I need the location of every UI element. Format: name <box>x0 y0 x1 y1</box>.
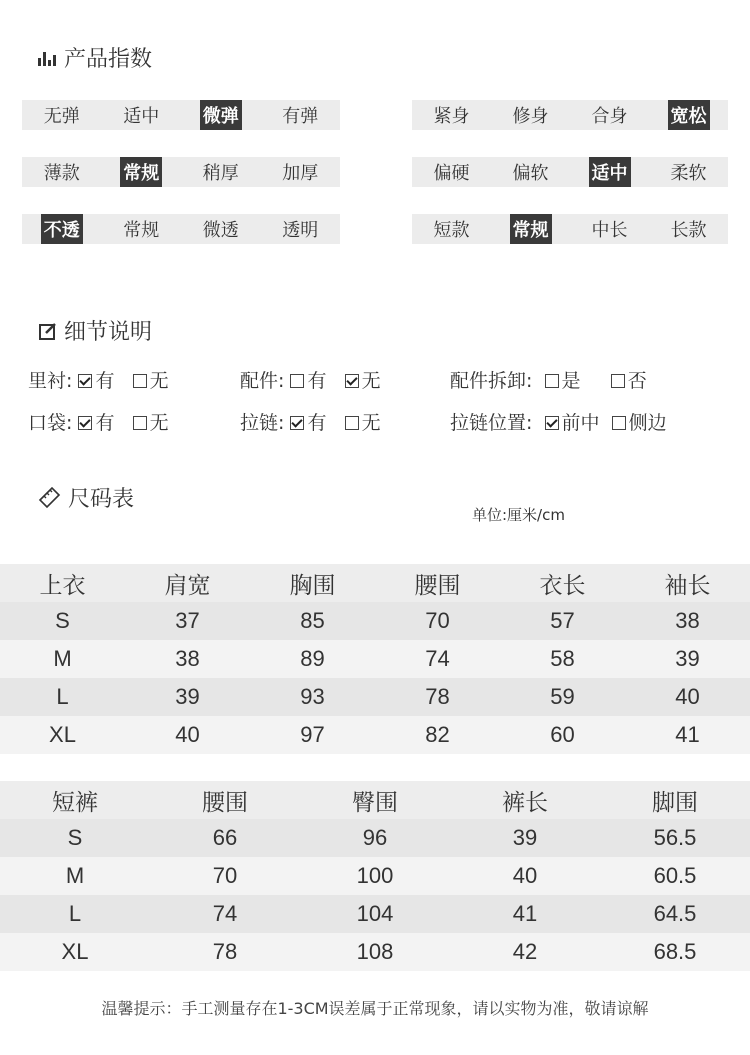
table-cell: XL <box>0 716 125 754</box>
table-cell: 104 <box>300 895 450 933</box>
index-option <box>570 214 649 244</box>
pocket-no-checkbox[interactable] <box>133 416 147 430</box>
table-cell: 78 <box>150 933 300 971</box>
accessory-yes-label: 有 <box>307 370 327 392</box>
index-option <box>261 214 341 244</box>
table-cell: 38 <box>625 602 750 640</box>
lining-label: 里衬: <box>28 370 73 392</box>
table-cell: 41 <box>450 895 600 933</box>
table-cell: 89 <box>250 640 375 678</box>
index-option <box>491 157 570 187</box>
index-option <box>649 214 728 244</box>
table-header-cell: 袖长 <box>625 564 750 602</box>
index-row <box>22 214 340 244</box>
table-cell: S <box>0 819 150 857</box>
table-header-cell: 脚围 <box>600 781 750 819</box>
table-header-cell: 腰围 <box>375 564 500 602</box>
table-cell: 60 <box>500 716 625 754</box>
accessory-no-label: 无 <box>361 370 381 392</box>
zipper-position-label: 拉链位置: <box>450 412 533 434</box>
index-row <box>412 214 728 244</box>
table-header-cell: 裤长 <box>450 781 600 819</box>
index-option <box>412 214 491 244</box>
table-header-cell: 胸围 <box>250 564 375 602</box>
table-row <box>0 933 750 971</box>
zipper-front-checkbox[interactable] <box>545 416 559 430</box>
index-option <box>22 157 102 187</box>
details-row-1c <box>450 366 647 393</box>
table-cell: 64.5 <box>600 895 750 933</box>
table-cell: 82 <box>375 716 500 754</box>
table-cell: 40 <box>125 716 250 754</box>
index-row <box>412 157 728 187</box>
zipper-side-checkbox[interactable] <box>612 416 626 430</box>
index-option <box>649 157 728 187</box>
index-option <box>181 100 261 130</box>
size-chart-heading <box>38 482 134 513</box>
table-header-row <box>0 564 750 602</box>
table-header-cell: 短裤 <box>0 781 150 819</box>
ruler-icon <box>38 487 62 509</box>
table-header-row <box>0 781 750 819</box>
index-option-label: 偏硬 <box>433 163 470 184</box>
zipper-yes-checkbox[interactable] <box>290 416 304 430</box>
table-cell: 59 <box>500 678 625 716</box>
index-option <box>261 157 341 187</box>
zipper-no-label: 无 <box>361 412 381 434</box>
index-option-label: 无弹 <box>43 106 80 127</box>
table-cell: 37 <box>125 602 250 640</box>
accessory-remove-label: 配件拆卸: <box>450 370 533 392</box>
table-cell: 41 <box>625 716 750 754</box>
index-option-label: 稍厚 <box>202 163 239 184</box>
index-option-selected: 常规 <box>120 157 162 187</box>
accessory-yes-checkbox[interactable] <box>290 374 304 388</box>
index-option <box>412 100 491 130</box>
bar-chart-icon <box>38 50 56 66</box>
table-cell: 66 <box>150 819 300 857</box>
index-option <box>102 100 182 130</box>
zipper-yes-label: 有 <box>307 412 327 434</box>
product-index-heading <box>38 42 152 73</box>
unit-label: 单位:厘米/cm <box>472 506 565 524</box>
table-cell: 85 <box>250 602 375 640</box>
table-cell: 108 <box>300 933 450 971</box>
details-heading <box>38 315 152 346</box>
index-option <box>102 214 182 244</box>
pocket-label: 口袋: <box>28 412 73 434</box>
table-cell: 58 <box>500 640 625 678</box>
lining-yes-label: 有 <box>95 370 115 392</box>
table-cell: 39 <box>450 819 600 857</box>
zipper-front-label: 前中 <box>561 412 600 434</box>
table-cell: 70 <box>375 602 500 640</box>
table-cell: 60.5 <box>600 857 750 895</box>
zipper-no-checkbox[interactable] <box>345 416 359 430</box>
lining-yes-checkbox[interactable] <box>78 374 92 388</box>
accessory-label: 配件: <box>240 370 285 392</box>
index-option-label: 合身 <box>591 106 628 127</box>
table-header-cell: 腰围 <box>150 781 300 819</box>
table-cell: 97 <box>250 716 375 754</box>
accessory-remove-no-label: 否 <box>627 370 647 392</box>
table-cell: 57 <box>500 602 625 640</box>
index-option <box>570 100 649 130</box>
table-row <box>0 640 750 678</box>
table-row <box>0 857 750 895</box>
index-option <box>102 157 182 187</box>
accessory-remove-no-checkbox[interactable] <box>611 374 625 388</box>
index-option-label: 柔软 <box>670 163 707 184</box>
details-row-1 <box>28 366 169 393</box>
table-row <box>0 678 750 716</box>
index-option-label: 微透 <box>202 220 239 241</box>
index-option <box>412 157 491 187</box>
index-option-label: 透明 <box>282 220 319 241</box>
accessory-remove-yes-checkbox[interactable] <box>545 374 559 388</box>
table-cell: 40 <box>450 857 600 895</box>
details-row-2b <box>240 408 381 435</box>
table-cell: 68.5 <box>600 933 750 971</box>
pocket-no-label: 无 <box>149 412 169 434</box>
index-option-label: 长款 <box>670 220 707 241</box>
index-option-label: 中长 <box>591 220 628 241</box>
index-option-selected: 宽松 <box>668 100 710 130</box>
shorts-size-table <box>0 781 750 971</box>
index-option <box>649 100 728 130</box>
table-cell: 39 <box>625 640 750 678</box>
size-chart-title: 尺码表 <box>68 487 135 512</box>
table-cell: 56.5 <box>600 819 750 857</box>
accessory-no-checkbox[interactable] <box>345 374 359 388</box>
details-row-1b <box>240 366 381 393</box>
table-header-cell: 臀围 <box>300 781 450 819</box>
table-header-cell: 衣长 <box>500 564 625 602</box>
table-header-cell: 上衣 <box>0 564 125 602</box>
table-row <box>0 602 750 640</box>
table-cell: M <box>0 857 150 895</box>
index-option-label: 紧身 <box>433 106 470 127</box>
pocket-yes-label: 有 <box>95 412 115 434</box>
table-row <box>0 819 750 857</box>
table-cell: 39 <box>125 678 250 716</box>
table-cell: S <box>0 602 125 640</box>
table-cell: 38 <box>125 640 250 678</box>
index-option <box>181 214 261 244</box>
table-cell: 74 <box>375 640 500 678</box>
accessory-remove-yes-label: 是 <box>561 370 581 392</box>
index-option-selected: 适中 <box>589 157 631 187</box>
table-cell: L <box>0 678 125 716</box>
lining-no-label: 无 <box>149 370 169 392</box>
index-option-label: 适中 <box>123 106 160 127</box>
table-cell: 93 <box>250 678 375 716</box>
footer-note: 温馨提示：手工测量存在1-3CM误差属于正常现象，请以实物为准，敬请谅解 <box>101 999 649 1018</box>
index-option <box>491 100 570 130</box>
table-cell: 70 <box>150 857 300 895</box>
table-cell: 78 <box>375 678 500 716</box>
edit-icon <box>38 321 58 341</box>
details-row-2 <box>28 408 169 435</box>
index-option <box>261 100 341 130</box>
index-option-label: 薄款 <box>43 163 80 184</box>
table-row <box>0 716 750 754</box>
index-option-selected: 微弹 <box>200 100 242 130</box>
table-cell: 40 <box>625 678 750 716</box>
index-option-label: 有弹 <box>282 106 319 127</box>
details-title: 细节说明 <box>64 320 153 345</box>
zipper-label: 拉链: <box>240 412 285 434</box>
product-index-title: 产品指数 <box>64 47 153 72</box>
index-option <box>491 214 570 244</box>
lining-no-checkbox[interactable] <box>133 374 147 388</box>
table-cell: XL <box>0 933 150 971</box>
table-cell: 74 <box>150 895 300 933</box>
table-cell: 100 <box>300 857 450 895</box>
index-row <box>22 100 340 130</box>
index-option-label: 偏软 <box>512 163 549 184</box>
details-row-2c <box>450 408 667 435</box>
index-option <box>22 214 102 244</box>
index-option <box>22 100 102 130</box>
index-option-label: 常规 <box>123 220 160 241</box>
index-option-selected: 不透 <box>41 214 83 244</box>
index-row <box>22 157 340 187</box>
top-size-table <box>0 564 750 754</box>
table-cell: 42 <box>450 933 600 971</box>
index-option-label: 加厚 <box>282 163 319 184</box>
index-row <box>412 100 728 130</box>
index-option <box>181 157 261 187</box>
table-cell: M <box>0 640 125 678</box>
table-cell: L <box>0 895 150 933</box>
index-option-label: 短款 <box>433 220 470 241</box>
index-option-label: 修身 <box>512 106 549 127</box>
table-row <box>0 895 750 933</box>
table-header-cell: 肩宽 <box>125 564 250 602</box>
zipper-side-label: 侧边 <box>628 412 667 434</box>
index-option-selected: 常规 <box>510 214 552 244</box>
table-cell: 96 <box>300 819 450 857</box>
pocket-yes-checkbox[interactable] <box>78 416 92 430</box>
index-option <box>570 157 649 187</box>
